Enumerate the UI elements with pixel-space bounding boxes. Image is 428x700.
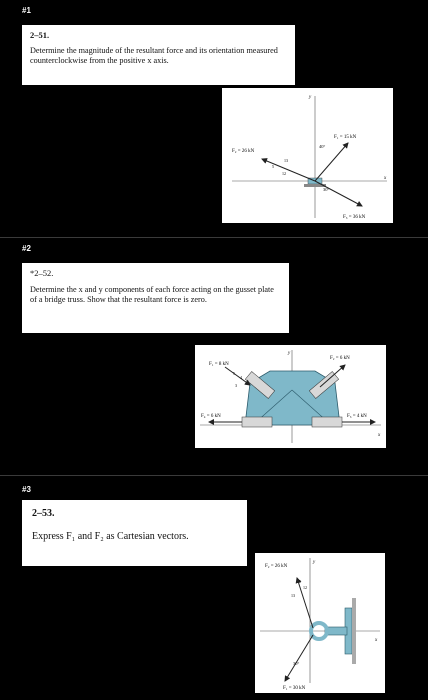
problem-number: 2–53.: [32, 508, 55, 519]
problem-text: Determine the x and y components of each force acting on the gusset plate of a bridge truss. Show that the resultant force is zero.: [30, 285, 274, 305]
problem-text: Determine the magnitude of the resultant force and its orientation measured counterclockwise from the positive x axis.: [30, 46, 278, 66]
force-label-f2: F₂ = 26 kN: [232, 149, 255, 154]
force-label-f3: F₃ = 36 kN: [343, 215, 366, 220]
angle-label-30: 30°: [293, 661, 300, 666]
force-label-f1: F₁ = 15 kN: [334, 135, 357, 140]
slope-3: 3: [235, 383, 237, 388]
problem-card-2-52: [22, 263, 289, 333]
figure-2-51: [222, 88, 393, 223]
problem-card-2-51: [22, 25, 295, 85]
problem-tag-2: #2: [22, 244, 31, 253]
problem-number: 2–51.: [30, 30, 50, 40]
problem-text: Express F₁ and F₂ as Cartesian vectors.: [32, 531, 189, 542]
problem-tag-3: #3: [22, 485, 31, 494]
force-label-f4: F₄ = 6 kN: [201, 414, 221, 419]
problem-card-2-53: [22, 500, 247, 566]
figure-2-52: [195, 345, 386, 448]
slope-13: 13: [291, 593, 295, 598]
problem-tag-1: #1: [22, 6, 31, 15]
slope-12: 12: [282, 171, 286, 176]
force-label-f3: F₃ = 4 kN: [347, 414, 367, 419]
slope-4: 4: [240, 375, 242, 380]
axis-y-label: y: [309, 95, 312, 100]
angle-label-40: 40°: [319, 144, 326, 149]
figure-2-53: [255, 553, 385, 693]
slope-5: 5: [272, 164, 274, 169]
force-label-f2: F₂ = 26 kN: [265, 564, 288, 569]
angle-label-30: 30°: [323, 187, 330, 192]
axis-x-label: x: [384, 176, 387, 181]
axis-y-label: y: [288, 351, 291, 356]
problem-number: *2–52.: [30, 268, 54, 278]
axis-y-label: y: [313, 560, 316, 565]
slope-5: 5: [233, 371, 235, 376]
slope-13: 13: [284, 158, 288, 163]
slope-12: 12: [303, 585, 307, 590]
force-label-f2: F₂ = 6 kN: [330, 356, 350, 361]
slope-5: 5: [299, 579, 301, 584]
force-label-f1: F₁ = 8 kN: [209, 362, 229, 367]
axis-x-label: x: [378, 433, 381, 438]
force-label-f1: F₁ = 30 kN: [283, 686, 306, 691]
axis-x-label: x: [375, 638, 378, 643]
